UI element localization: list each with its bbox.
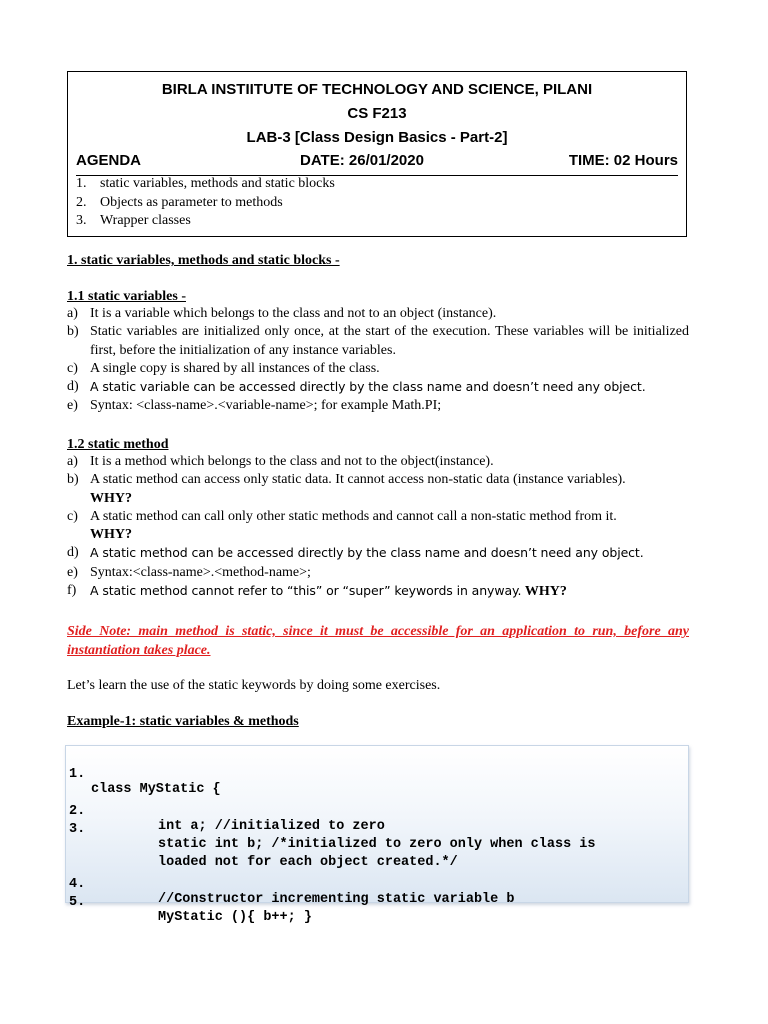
item-text: It is a variable which belongs to the class and not to an object (instance). [90, 306, 497, 321]
item-letter: d) [67, 545, 79, 561]
code-block [65, 745, 689, 925]
section-heading: 1. static variables, methods and static blocks - [67, 253, 340, 268]
list-item [67, 453, 689, 471]
list-item [67, 508, 689, 545]
subsection-heading: 1.2 static method [67, 437, 169, 452]
side-note: Side Note: main method is static, since it must be accessible for an application to run, before any instantiation takes place. [67, 624, 689, 658]
item-letter: c) [67, 360, 78, 376]
item-letter: c) [67, 508, 78, 524]
code-text: static int b; /*initialized to zero only when class is [158, 837, 596, 852]
code-line-number: 4. [69, 877, 86, 892]
code-text: //Constructor incrementing static variable b [158, 892, 515, 907]
agenda-item-text: Objects as parameter to methods [100, 194, 283, 210]
list-item [67, 305, 689, 323]
agenda-item [76, 194, 335, 213]
item-text: It is a method which belongs to the class and not to the object(instance). [90, 454, 494, 469]
code-line [69, 880, 312, 940]
list-item [67, 471, 689, 508]
code-text: int a; //initialized to zero [158, 819, 385, 834]
item-letter: e) [67, 398, 78, 414]
list-item [67, 323, 689, 360]
why-prompt: WHY? [90, 490, 132, 506]
code-line-number: 3. [69, 822, 86, 837]
code-text: loaded not for each object created.*/ [158, 855, 458, 870]
bullet-list [67, 453, 689, 601]
item-text: A static method can be accessed directly by the class name and doesn’t need any object. [90, 545, 644, 561]
item-letter: a) [67, 454, 78, 469]
bullet-list [67, 305, 689, 416]
why-prompt: WHY? [90, 527, 132, 543]
lab-date: DATE: 26/01/2020 [300, 152, 424, 169]
lab-title: LAB-3 [Class Design Basics - Part-2] [246, 129, 508, 146]
course-code: CS F213 [347, 105, 407, 122]
item-letter: e) [67, 564, 78, 580]
list-item [67, 378, 689, 397]
example-heading: Example-1: static variables & methods [67, 714, 299, 729]
agenda-item [76, 212, 335, 231]
item-text: A single copy is shared by all instances of the class. [90, 360, 380, 376]
list-item [67, 582, 689, 601]
agenda-item-number: 1. [76, 176, 87, 191]
item-letter: d) [67, 379, 79, 395]
item-text: A static method cannot refer to “this” or “super” keywords in anyway. [90, 583, 522, 599]
agenda-item-text: static variables, methods and static blocks [100, 176, 335, 191]
institute-name: BIRLA INSTIITUTE OF TECHNOLOGY AND SCIENCE, PILANI [161, 81, 593, 98]
code-line-number: 2. [69, 804, 86, 819]
code-line-number: 5. [69, 895, 86, 910]
item-text: A static variable can be accessed directly by the class name and doesn’t need any object. [90, 379, 646, 395]
agenda-item-number: 2. [76, 194, 87, 210]
item-text: A static method can access only static data. It cannot access non-static data (instance variables). [90, 472, 626, 488]
subsection-static-variables [67, 289, 689, 416]
item-text: A static method can call only other static methods and cannot call a non-static method from it. [90, 508, 617, 524]
agenda-list [76, 175, 335, 231]
item-text: Syntax: <class-name>.<variable-name>; for example Math.PI; [90, 398, 442, 414]
code-text: MyStatic (){ b++; } [158, 910, 312, 925]
item-text: Syntax:<class-name>.<method-name>; [90, 564, 311, 580]
agenda-item-number: 3. [76, 213, 87, 228]
code-text: class MyStatic { [91, 782, 221, 797]
item-letter: a) [67, 306, 78, 321]
item-letter: b) [67, 472, 79, 488]
agenda-label: AGENDA [76, 152, 142, 169]
subsection-heading: 1.1 static variables - [67, 289, 186, 304]
agenda-item-text: Wrapper classes [100, 213, 191, 228]
agenda-item [76, 175, 335, 194]
intro-text: Let’s learn the use of the static keywords by doing some exercises. [67, 678, 441, 693]
list-item [67, 564, 689, 582]
subsection-static-method [67, 437, 689, 601]
item-letter: b) [67, 324, 79, 340]
list-item [67, 544, 689, 563]
agenda-row [76, 152, 678, 176]
lab-duration: TIME: 02 Hours [568, 152, 678, 169]
why-prompt: WHY? [524, 584, 567, 600]
item-text: Static variables are initialized only once, at the start of the execution. These variables will be initialized first, before the initialization of any instance variables. [90, 324, 689, 358]
list-item [67, 397, 689, 415]
code-line-number: 1. [69, 767, 86, 782]
lab-header-box [67, 71, 687, 237]
item-letter: f) [67, 583, 77, 599]
list-item [67, 360, 689, 378]
